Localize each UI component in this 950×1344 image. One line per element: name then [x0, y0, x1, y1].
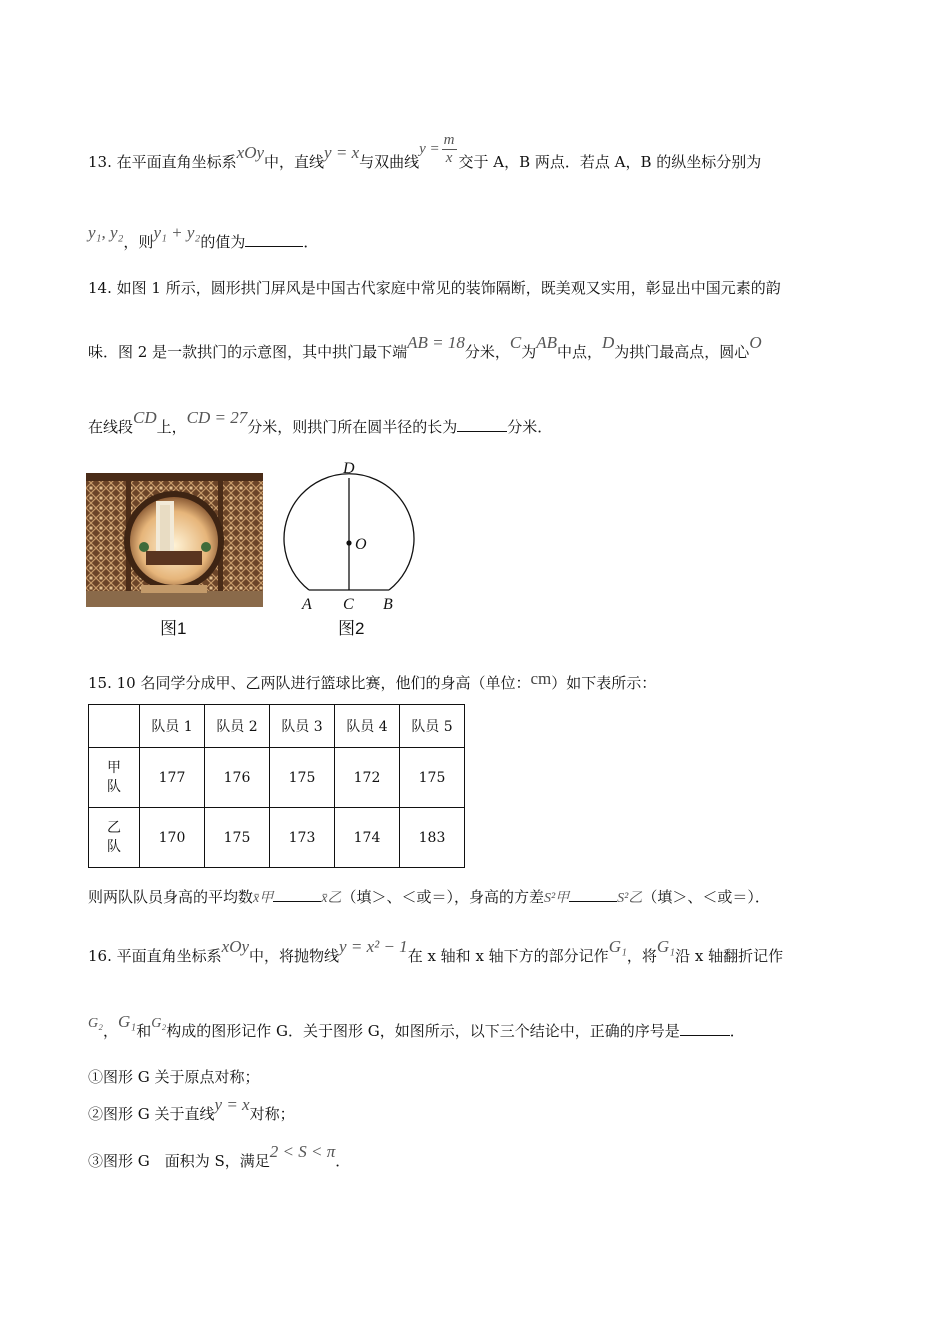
coord-system: xOy: [236, 143, 265, 162]
table-header-cell: 队员 5: [400, 705, 465, 748]
answer-blank: [680, 1023, 730, 1036]
q13-line1: 13. 在平面直角坐标系xOy中，直线y = x与双曲线y = $\frac{m}{x}$ 交于 A，B 两点．若点 A，B 的纵坐标分别为: [88, 132, 762, 171]
team-name-cell: 甲 队: [89, 748, 140, 808]
table-header-cell: 队员 2: [205, 705, 270, 748]
y1-y2: y₁, y₂: [88, 223, 124, 242]
table-header-cell: [89, 705, 140, 748]
q16-line1: 16. 平面直角坐标系xOy中，将抛物线y = x² − 1在 x 轴和 x 轴下方的部分记作G₁，将G₁沿 x 轴翻折记作: [88, 937, 784, 965]
line-equation: y = x: [324, 143, 360, 162]
q14-line3: 在线段CD上，CD = 27分米，则拱门所在圆半径的长为 分米．: [88, 408, 553, 436]
label-d: D: [343, 460, 355, 477]
center-o-dot: [346, 540, 351, 545]
figure-2-diagram: [276, 456, 426, 616]
label-b: B: [383, 596, 393, 613]
height-table: [88, 704, 465, 868]
table-cell: 173: [270, 808, 335, 868]
q15-line1: 15. 10 名同学分成甲、乙两队进行篮球比赛，他们的身高（单位：cm）如下表所示：: [88, 669, 657, 692]
q16-number: 16.: [88, 947, 112, 965]
answer-blank: [569, 889, 617, 902]
figure-2-caption: 图2: [338, 619, 365, 638]
table-cell: 176: [205, 748, 270, 808]
unit-cm: cm: [530, 669, 552, 688]
q16-conclusion-3: ③图形 G 面积为 S，满足2 < S < π．: [88, 1142, 351, 1170]
table-header-cell: 队员 1: [140, 705, 205, 748]
q15-number: 15.: [88, 674, 112, 692]
table-header-cell: 队员 4: [335, 705, 400, 748]
table-header-cell: 队员 3: [270, 705, 335, 748]
q13-line2: y₁, y₂，则y₁ + y₂的值为 ．: [88, 223, 319, 251]
q15-line2: 则两队队员身高的平均数x̄甲 x̄乙（填＞、＜或＝），身高的方差S²甲 S²乙（填＞、＜或＝）．: [88, 888, 770, 906]
answer-blank: [457, 419, 507, 432]
mean-yi: x̄乙: [321, 891, 342, 906]
q14-line1: 14. 如图 1 所示，圆形拱门屏风是中国古代家庭中常见的装饰隔断，既美观又实用，彰显出中国元素的韵: [88, 279, 781, 297]
label-a: A: [302, 596, 312, 613]
table-cell: 175: [205, 808, 270, 868]
mean-jia: x̄甲: [253, 891, 274, 906]
variance-yi: S²乙: [617, 891, 643, 906]
table-cell: 175: [270, 748, 335, 808]
q16-line2: G₂，G₁和G₂构成的图形记作 G．关于图形 G，如图所示，以下三个结论中，正确的序号是 ．: [88, 1012, 745, 1040]
figure-1-image: [86, 473, 263, 607]
variance-jia: S²甲: [543, 891, 570, 906]
y1-plus-y2: y₁ + y₂: [153, 223, 201, 242]
hyperbola-fraction: $\frac{m}{x}$: [443, 132, 455, 166]
q14-line2: 味．图 2 是一款拱门的示意图，其中拱门最下端AB = 18分米，C为AB中点，D为拱门最高点，圆心O: [88, 333, 762, 361]
table-row: [89, 748, 465, 808]
answer-blank: [273, 889, 321, 902]
table-cell: 172: [335, 748, 400, 808]
q16-conclusion-1: ①图形 G 关于原点对称；: [88, 1068, 260, 1086]
table-cell: 174: [335, 808, 400, 868]
table-header-row: [89, 705, 465, 748]
table-cell: 183: [400, 808, 465, 868]
area-inequality: 2 < S < π: [269, 1142, 336, 1161]
team-name-cell: 乙 队: [89, 808, 140, 868]
table-row: [89, 808, 465, 868]
q14-number: 14.: [88, 279, 112, 297]
q16-conclusion-2: ②图形 G 关于直线y = x对称；: [88, 1095, 295, 1123]
answer-blank: [245, 234, 303, 247]
label-o: O: [355, 536, 367, 553]
table-cell: 175: [400, 748, 465, 808]
parabola-equation: y = x² − 1: [339, 937, 408, 956]
label-c: C: [343, 596, 354, 613]
table-cell: 170: [140, 808, 205, 868]
cd-equation: CD = 27: [186, 408, 248, 427]
q13-number: 13.: [88, 153, 112, 171]
figure-1-caption: 图1: [160, 619, 187, 638]
table-cell: 177: [140, 748, 205, 808]
ab-equation: AB = 18: [407, 333, 465, 352]
